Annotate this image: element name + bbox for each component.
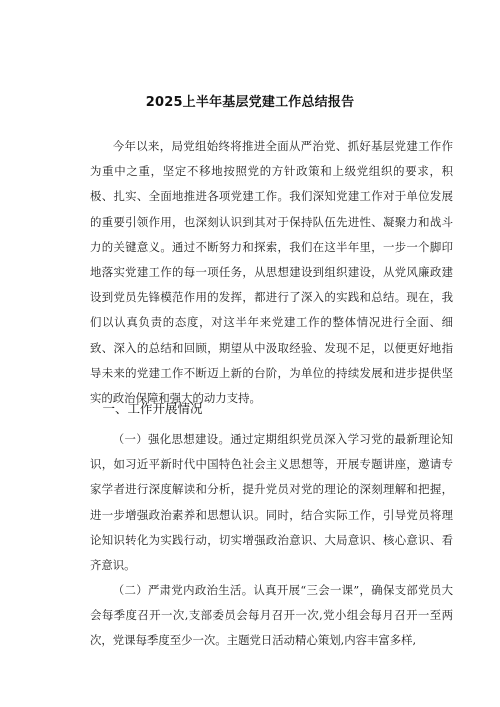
intro-paragraph: 今年以来，局党组始终将推进全面从严治党、抓好基层党建工作作为重中之重，坚定不移地按照党的方针政策和上级党组织的要求，积极、扎实、全面地推进各项党建工作。我们深知党建工作对于单位发展的重要引领作用，也深刻认识到其对于保持队伍先进性、凝聚力和战斗力的关键意义。通过不断努力和探索，我们在这半年里，一步一个脚印地落实党建工作的每一项任务，从思想建设到组织建设，从党风廉政建设到党员先锋模范作用的发挥，都进行了深入的实践和总结。现在，我们以认真负责的态度，对这半年来党建工作的整体情况进行全面、细致、深入的总结和回顾，期望从中汲取经验、发现不足，以便更好地指导未来的党建工作不断迈上新的台阶，为单位的持续发展和进步提供坚实的政治保障和强大的动力支持。 [90, 139, 453, 406]
section-heading: 一、工作开展情况 [102, 401, 203, 416]
item-paragraph-1: （一）强化思想建设。通过定期组织党员深入学习党的最新理论知识，如习近平新时代中国特色社会主义思想等，开展专题讲座，邀请专家学者进行深度解读和分析，提升党员对党的理论的深刻理解和把握，进一步增强政治素养和思想认识。同时，结合实际工作，引导党员将理论知识转化为实践行动，切实增强政治意识、大局意识、核心意识、看齐意识。 [90, 432, 453, 573]
item-paragraph-2: （二）严肃党内政治生活。认真开展“三会一课”，确保支部党员大会每季度召开一次,支部委员会每月召开一次,党小组会每月召开一至两次，党课每季度至少一次。主题党日活动精心策划,内容丰富多样, [90, 583, 453, 648]
document-title: 2025上半年基层党建工作总结报告 [145, 95, 355, 110]
